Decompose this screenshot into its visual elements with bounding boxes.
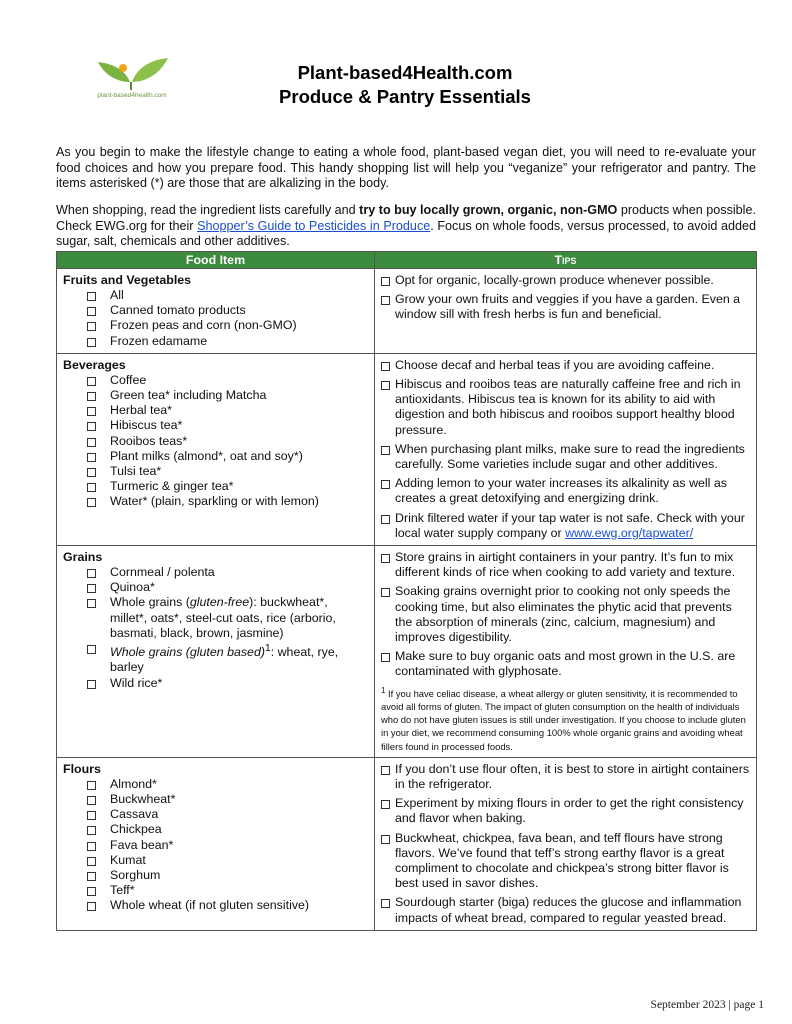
item-label: Teff* bbox=[110, 883, 135, 898]
item-label: Kumat bbox=[110, 852, 146, 867]
checkbox-icon[interactable] bbox=[381, 277, 390, 286]
item-label: Whole wheat (if not gluten sensitive) bbox=[110, 898, 310, 913]
item-list bbox=[63, 288, 368, 349]
checkbox-icon[interactable] bbox=[87, 872, 96, 881]
checkbox-icon[interactable] bbox=[87, 599, 96, 608]
list-item bbox=[87, 822, 368, 837]
item-label: Sorghum bbox=[110, 868, 161, 883]
checkbox-icon[interactable] bbox=[87, 377, 96, 386]
item-label-b: : wheat, rye, barley bbox=[110, 645, 339, 675]
checkbox-icon[interactable] bbox=[87, 584, 96, 593]
tips-header: Tips bbox=[375, 252, 757, 269]
checkbox-icon[interactable] bbox=[381, 381, 390, 390]
essentials-table bbox=[56, 251, 757, 931]
list-item bbox=[87, 777, 368, 792]
item-label: Wild rice* bbox=[110, 675, 163, 690]
checkbox-icon[interactable] bbox=[87, 453, 96, 462]
checkbox-icon[interactable] bbox=[381, 835, 390, 844]
item-label: Fava bean* bbox=[110, 837, 174, 852]
checkbox-icon[interactable] bbox=[87, 468, 96, 477]
checkbox-icon[interactable] bbox=[87, 902, 96, 911]
intro-text-a: When shopping, read the ingredient lists carefully and bbox=[56, 203, 360, 217]
checkbox-icon[interactable] bbox=[87, 292, 96, 301]
list-item bbox=[87, 883, 368, 898]
checkbox-icon[interactable] bbox=[87, 322, 96, 331]
intro-bold-text: try to buy locally grown, organic, non-GMO bbox=[359, 203, 618, 217]
checkbox-icon[interactable] bbox=[87, 842, 96, 851]
tip-text: Experiment by mixing flours in order to get the right consistency and flavor when baking. bbox=[395, 796, 744, 826]
checkbox-icon[interactable] bbox=[381, 653, 390, 662]
checkbox-icon[interactable] bbox=[381, 554, 390, 563]
footnote-text: If you have celiac disease, a wheat allergy or gluten sensitivity, it is recommended to avoid all forms of gluten. The impact of gluten consumption on the health of individuals who do not have gluten issues is still under investigation. If you choose to include gluten in your diet, we recommend consuming 100% whole organic grains and avoiding wheat fillers found in processed foods. bbox=[381, 687, 746, 752]
footnote bbox=[381, 684, 750, 753]
list-item bbox=[87, 373, 368, 388]
row-grains bbox=[57, 546, 757, 758]
item-label: Hibiscus tea* bbox=[110, 418, 183, 433]
tip-text: If you don’t use flour often, it is best to store in airtight containers in the refrigerator. bbox=[395, 761, 750, 792]
checkbox-icon[interactable] bbox=[381, 296, 390, 305]
item-label: Rooibos teas* bbox=[110, 433, 188, 448]
item-label: Frozen edamame bbox=[110, 333, 208, 348]
checkbox-icon[interactable] bbox=[381, 480, 390, 489]
list-item bbox=[87, 449, 368, 464]
list-item bbox=[87, 334, 368, 349]
checkbox-icon[interactable] bbox=[87, 857, 96, 866]
intro-text-c: . Focus on whole foods, versus processed, to avoid added sugar, salt, chemicals and other additives. bbox=[56, 218, 756, 248]
checkbox-icon[interactable] bbox=[87, 438, 96, 447]
item-label: Water* (plain, sparkling or with lemon) bbox=[110, 494, 319, 509]
item-label: All bbox=[110, 288, 124, 302]
list-item bbox=[87, 838, 368, 853]
tip-item bbox=[381, 511, 750, 541]
checkbox-icon[interactable] bbox=[87, 422, 96, 431]
tip-item bbox=[381, 377, 750, 438]
checkbox-icon[interactable] bbox=[87, 796, 96, 805]
logo-text: plant-based4health.com bbox=[97, 92, 167, 99]
tip-item bbox=[381, 584, 750, 645]
sprout-logo-icon bbox=[90, 52, 174, 92]
item-list bbox=[63, 373, 368, 510]
tip-text: Drink filtered water if your tap water is not safe. Check with your local water supply company or bbox=[395, 510, 745, 540]
checkbox-icon[interactable] bbox=[381, 588, 390, 597]
checkbox-icon[interactable] bbox=[87, 392, 96, 401]
list-item bbox=[87, 303, 368, 318]
logo bbox=[90, 52, 174, 104]
list-item bbox=[87, 318, 368, 333]
item-label: Cassava bbox=[110, 807, 159, 822]
list-item bbox=[87, 494, 368, 509]
page-title bbox=[180, 61, 630, 109]
checkbox-icon[interactable] bbox=[87, 781, 96, 790]
checkbox-icon[interactable] bbox=[87, 569, 96, 578]
item-label: Plant milks (almond*, oat and soy*) bbox=[110, 448, 303, 463]
item-label: Tulsi tea* bbox=[110, 464, 162, 479]
checkbox-icon[interactable] bbox=[87, 338, 96, 347]
tip-list bbox=[381, 550, 750, 680]
shoppers-guide-link[interactable]: Shopper’s Guide to Pesticides in Produce bbox=[197, 218, 431, 233]
intro-paragraph-1: As you begin to make the lifestyle change to eating a whole food, plant-based vegan diet, you will need to re-evaluate your food choices and how you prepare food. This handy shopping list will help you “veganize” your refrigerator and pantry. The items asterisked (*) are those that are alkalizing in the body. bbox=[56, 145, 756, 190]
tip-item bbox=[381, 831, 750, 892]
list-item bbox=[87, 418, 368, 433]
tip-text: Store grains in airtight containers in your pantry. It’s fun to mix different kinds of rice when cooking to add variety and texture. bbox=[395, 550, 736, 580]
list-item bbox=[87, 403, 368, 418]
category-title: Grains bbox=[63, 550, 103, 565]
tip-list bbox=[381, 273, 750, 323]
checkbox-icon[interactable] bbox=[87, 307, 96, 316]
list-item bbox=[87, 565, 368, 580]
tip-text: Adding lemon to your water increases its alkalinity as well as creates a great detoxifying and energizing drink. bbox=[395, 476, 727, 506]
item-label: Herbal tea* bbox=[110, 403, 172, 418]
tip-item bbox=[381, 442, 750, 472]
item-list bbox=[63, 777, 368, 914]
checkbox-icon[interactable] bbox=[87, 826, 96, 835]
list-item bbox=[87, 853, 368, 868]
tip-text: Choose decaf and herbal teas if you are avoiding caffeine. bbox=[395, 357, 715, 372]
checkbox-icon[interactable] bbox=[381, 766, 390, 775]
item-label: Chickpea bbox=[110, 822, 162, 837]
item-label: Almond* bbox=[110, 776, 157, 791]
item-label: Quinoa* bbox=[110, 580, 155, 595]
tip-list bbox=[381, 358, 750, 541]
list-item bbox=[87, 868, 368, 883]
checkbox-icon[interactable] bbox=[87, 483, 96, 492]
item-label-italic: Whole grains (gluten based) bbox=[110, 645, 265, 660]
list-item bbox=[87, 676, 368, 691]
intro-paragraph-2 bbox=[56, 203, 756, 250]
checkbox-icon[interactable] bbox=[381, 446, 390, 455]
tip-item bbox=[381, 550, 750, 580]
tip-item bbox=[381, 358, 750, 373]
list-item bbox=[87, 464, 368, 479]
tip-list bbox=[381, 762, 750, 926]
intro-text-b: products when possible. Check EWG.org for their bbox=[56, 203, 756, 233]
tip-item bbox=[381, 796, 750, 826]
tip-text: Soaking grains overnight prior to cooking not only speeds the cooking time, but also eliminates the phytic acid that prevents the absorption of minerals (zinc, calcium, magnesium) and improves digestibility. bbox=[395, 584, 732, 645]
row-beverages bbox=[57, 353, 757, 545]
item-label-a: Whole grains ( bbox=[110, 595, 190, 610]
item-label: Frozen peas and corn (non-GMO) bbox=[110, 318, 297, 333]
item-label: Turmeric & ginger tea* bbox=[110, 479, 234, 494]
list-item bbox=[87, 807, 368, 822]
checkbox-icon[interactable] bbox=[381, 515, 390, 524]
tip-item bbox=[381, 762, 750, 792]
list-item bbox=[87, 580, 368, 595]
item-label: Buckwheat* bbox=[110, 792, 176, 807]
item-label-italic: gluten-free bbox=[189, 595, 250, 610]
checkbox-icon[interactable] bbox=[87, 498, 96, 507]
checkbox-icon[interactable] bbox=[87, 407, 96, 416]
list-item bbox=[87, 479, 368, 494]
tip-text: Hibiscus and rooibos teas are naturally caffeine free and rich in antioxidants. Hibiscus tea is known for its ability to aid with digestion and both hibiscus and rooibos support healthy blood pressure. bbox=[395, 377, 741, 437]
item-label: Cornmeal / polenta bbox=[110, 565, 215, 580]
row-fruits-vegetables bbox=[57, 269, 757, 354]
list-item bbox=[87, 388, 368, 403]
item-list bbox=[63, 565, 368, 691]
checkbox-icon[interactable] bbox=[87, 645, 96, 654]
item-label: Canned tomato products bbox=[110, 303, 246, 318]
title-line-2: Produce & Pantry Essentials bbox=[279, 86, 531, 107]
footnote-mark: 1 bbox=[381, 685, 386, 695]
tip-item bbox=[381, 273, 750, 288]
item-label-b: ): buckwheat*, millet*, oats*, steel-cut oats, rice (arborio, basmati, black, brown, jasmine) bbox=[110, 595, 336, 640]
tip-text: Opt for organic, locally-grown produce whenever possible. bbox=[395, 273, 714, 287]
list-item bbox=[87, 898, 368, 913]
item-label: Coffee bbox=[110, 372, 147, 387]
tip-text: Grow your own fruits and veggies if you have a garden. Even a window sill with fresh herbs is fun and beneficial. bbox=[395, 292, 741, 322]
tip-text: Buckwheat, chickpea, fava bean, and teff flours have strong flavors. We’ve found that teff’s strong earthy flavor is a great compliment to chocolate and chickpea’s strong bitter flavor is best used in savor dishes. bbox=[395, 830, 729, 891]
food-item-header: Food Item bbox=[57, 252, 375, 269]
footnote-ref: 1 bbox=[264, 643, 271, 655]
tip-item bbox=[381, 292, 750, 322]
checkbox-icon[interactable] bbox=[87, 887, 96, 896]
checkbox-icon[interactable] bbox=[87, 680, 96, 689]
list-item bbox=[87, 434, 368, 449]
ewg-tapwater-link[interactable]: www.ewg.org/tapwater/ bbox=[565, 525, 694, 540]
tip-text: Make sure to buy organic oats and most grown in the U.S. are contaminated with glyphosate. bbox=[395, 649, 736, 679]
tip-item bbox=[381, 649, 750, 679]
category-title: Flours bbox=[63, 761, 101, 776]
checkbox-icon[interactable] bbox=[381, 362, 390, 371]
title-line-1: Plant-based4Health.com bbox=[297, 62, 513, 83]
list-item bbox=[87, 595, 368, 641]
tip-text: Sourdough starter (biga) reduces the glucose and inflammation impacts of wheat bread, compared to regular yeasted bread. bbox=[395, 895, 742, 925]
list-item bbox=[87, 641, 368, 676]
row-flours bbox=[57, 757, 757, 930]
checkbox-icon[interactable] bbox=[381, 800, 390, 809]
tip-item bbox=[381, 895, 750, 925]
checkbox-icon[interactable] bbox=[87, 811, 96, 820]
checkbox-icon[interactable] bbox=[381, 899, 390, 908]
category-title: Beverages bbox=[63, 357, 126, 372]
item-label: Green tea* including Matcha bbox=[110, 388, 267, 403]
page-footer: September 2023 | page 1 bbox=[650, 999, 764, 1011]
tip-text: When purchasing plant milks, make sure to read the ingredients carefully. Some varieties include sugar and other additives. bbox=[395, 441, 745, 472]
tip-item bbox=[381, 476, 750, 506]
list-item bbox=[87, 792, 368, 807]
list-item bbox=[87, 288, 368, 303]
category-title: Fruits and Vegetables bbox=[63, 273, 192, 287]
